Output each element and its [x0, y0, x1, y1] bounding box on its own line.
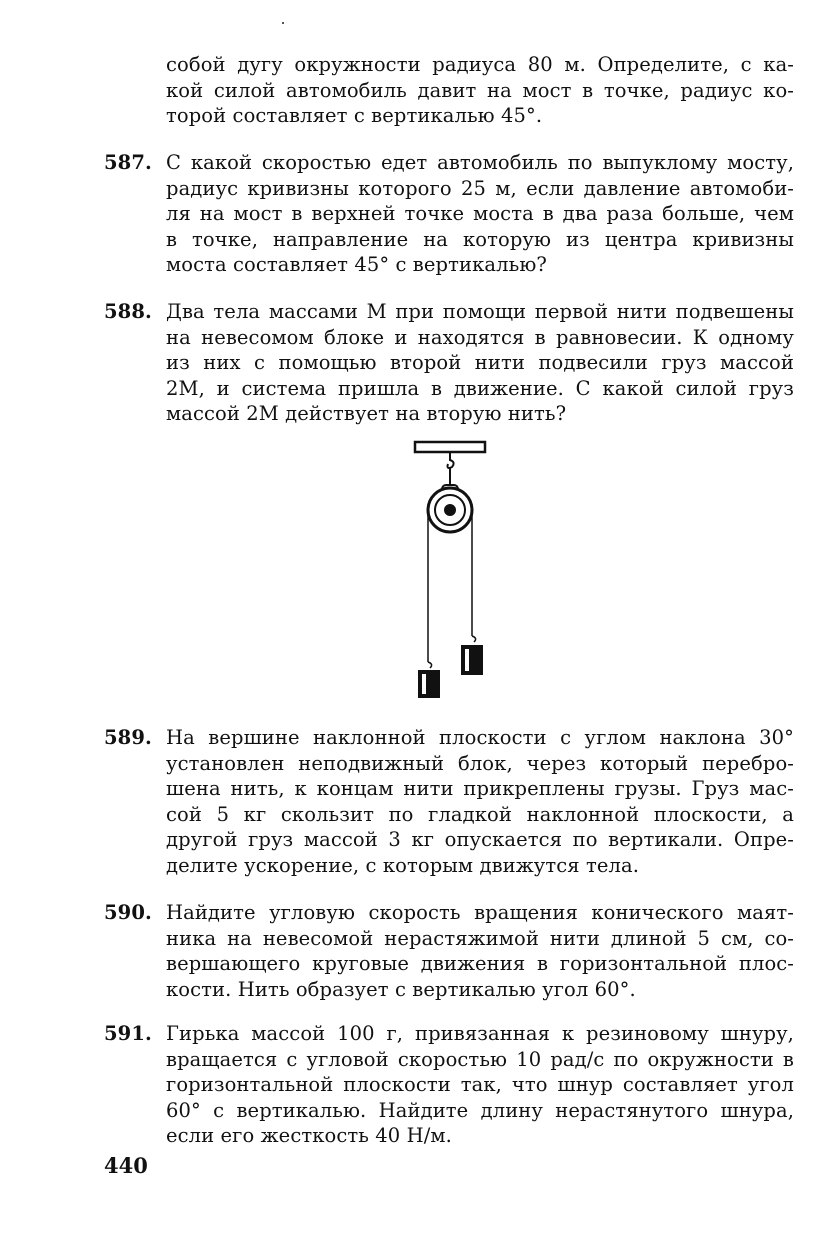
text-line: другой груз массой 3 кг опускается по вертикали. Опре- — [166, 828, 794, 852]
text-line: кости. Нить образует с вертикалью угол 60°. — [166, 977, 636, 1001]
problem-number: 589. — [104, 726, 152, 749]
problem-591 — [104, 1021, 794, 1149]
text-line: установлен неподвижный блок, через который перебро- — [166, 751, 794, 775]
problem-number: 587. — [104, 151, 152, 174]
pulley-hub — [444, 504, 456, 516]
page-number: 440 — [104, 1153, 148, 1178]
problem-586-continuation — [104, 52, 794, 129]
problem-number: 590. — [104, 901, 152, 924]
text-line: С какой скоростью едет автомобиль по выпуклому мосту, — [166, 151, 794, 174]
problem-number: 588. — [104, 300, 152, 323]
text-line: ника на невесомой нерастяжимой нити длиной 5 см, со- — [166, 926, 794, 950]
text-line: моста составляет 45° с вертикалью? — [166, 253, 547, 277]
text-line: сой 5 кг скользит по гладкой наклонной плоскости, а — [166, 802, 794, 826]
text-line: Найдите угловую скорость вращения конического маят- — [166, 901, 794, 924]
left-weight-highlight — [422, 674, 426, 694]
problem-589 — [104, 725, 794, 879]
text-line: делите ускорение, с которым движутся тела. — [166, 853, 640, 877]
left-weight — [418, 670, 440, 698]
hook — [448, 452, 454, 468]
text-line: собой дугу окружности радиуса 80 м. Определите, с ка- — [166, 53, 794, 76]
text-line: на невесомом блоке и находятся в равновесии. К одному — [166, 325, 794, 349]
problem-590 — [104, 900, 794, 1002]
ceiling-bracket — [415, 442, 485, 452]
problem-588 — [104, 299, 794, 427]
text-line: Два тела массами M при помощи первой нити подвешены — [166, 300, 794, 323]
text-line: 60° с вертикалью. Найдите длину нерастянутого шнура, — [166, 1098, 794, 1122]
text-line: горизонтальной плоскости так, что шнур составляет угол — [166, 1073, 794, 1097]
text-line: радиус кривизны которого 25 м, если давление автомоби- — [166, 176, 794, 200]
text-line: ля на мост в верхней точке моста в два раза больше, чем — [166, 202, 794, 226]
text-line: шена нить, к концам нити прикреплены грузы. Груз мас- — [166, 777, 794, 801]
left-weight-hook — [428, 662, 432, 668]
text-line: вращается с угловой скоростью 10 рад/с по окружности в — [166, 1047, 794, 1071]
pulley-diagram — [400, 440, 500, 710]
right-weight — [461, 645, 483, 675]
text-line: вершающего круговые движения в горизонтальной плос- — [166, 952, 794, 976]
text-line: массой 2M действует на вторую нить? — [166, 402, 567, 426]
text-line: На вершине наклонной плоскости с углом наклона 30° — [166, 726, 794, 749]
right-weight-hook — [472, 636, 476, 642]
text-line: Гирька массой 100 г, привязанная к резиновому шнуру, — [166, 1022, 794, 1045]
text-line: если его жесткость 40 Н/м. — [166, 1124, 452, 1148]
text-line: в точке, направление на которую из центра кривизны — [166, 227, 794, 251]
speck — [282, 22, 284, 24]
right-weight-highlight — [465, 649, 469, 671]
text-line: 2M, и система пришла в движение. С какой силой груз — [166, 376, 794, 400]
text-line: кой силой автомобиль давит на мост в точке, радиус ко- — [166, 78, 794, 102]
problem-number: 591. — [104, 1022, 152, 1045]
text-line: из них с помощью второй нити подвесили груз массой — [166, 351, 794, 375]
problem-587 — [104, 150, 794, 278]
text-line: торой составляет с вертикалью 45°. — [166, 104, 543, 128]
